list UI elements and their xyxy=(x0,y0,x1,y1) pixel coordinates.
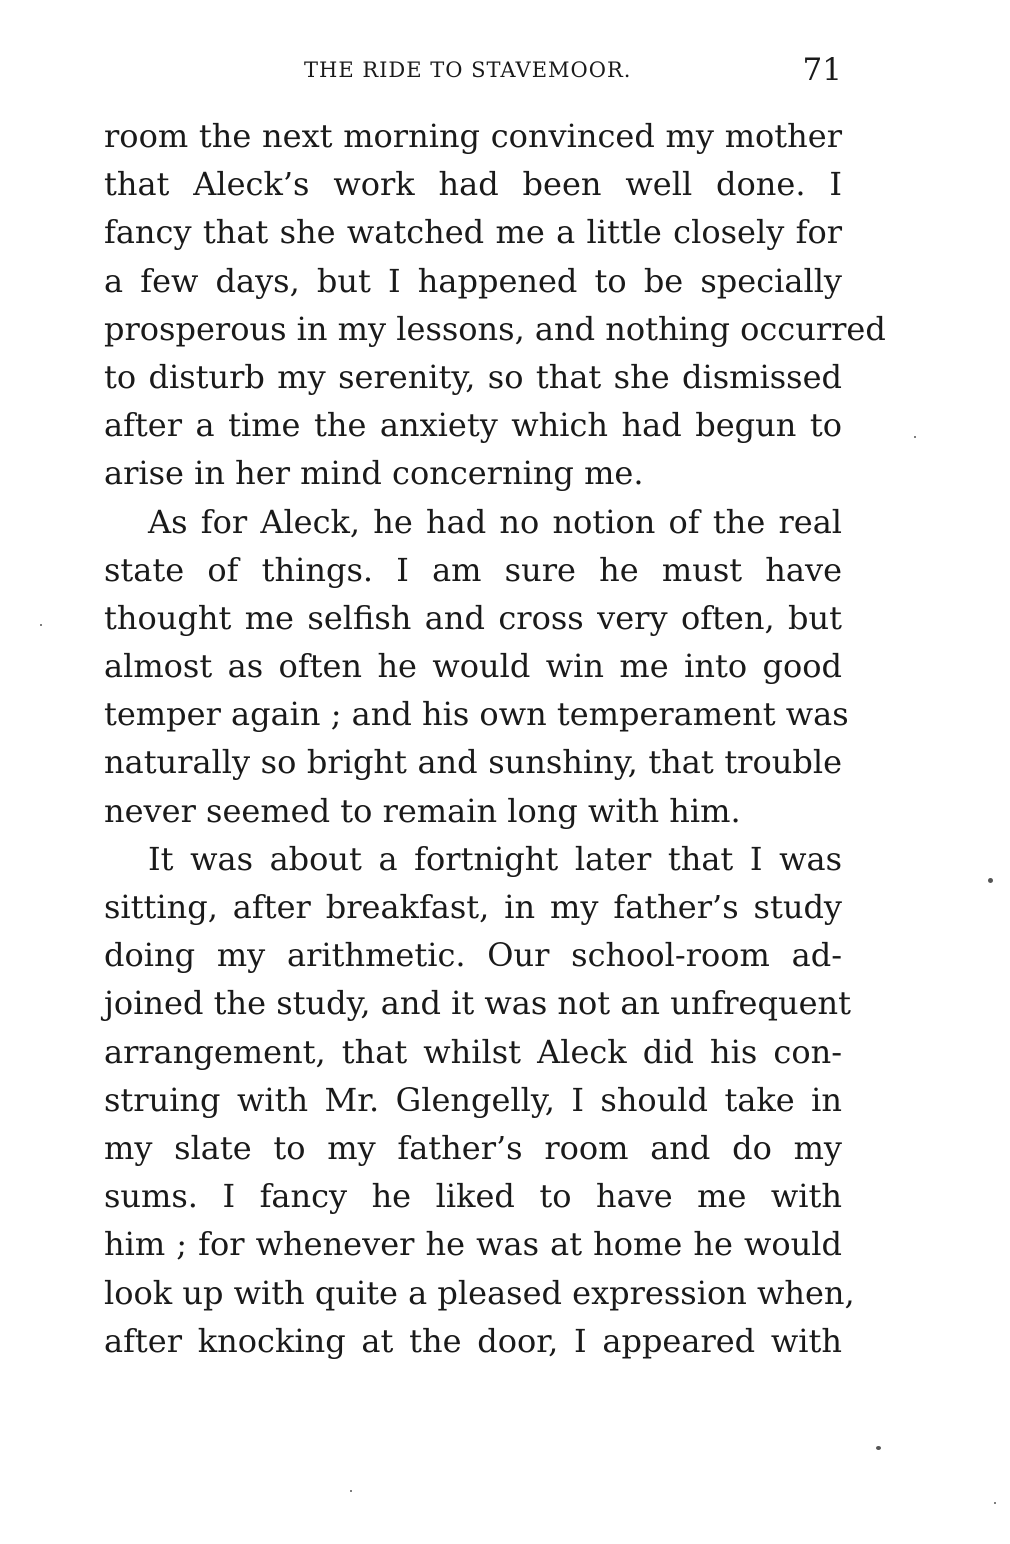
text-line: arrangement, that whilst Aleck did his con- xyxy=(104,1032,842,1071)
text-line: naturally so bright and sunshiny, that trouble xyxy=(104,743,842,782)
text-line: state of things. I am sure he must have xyxy=(104,550,842,589)
text-line: It was about a fortnight later that I was xyxy=(148,839,842,878)
text-line: prosperous in my lessons, and nothing occurred xyxy=(104,309,886,348)
text-line: to disturb my serenity, so that she dismissed xyxy=(104,357,842,396)
scan-speck xyxy=(994,1502,996,1504)
scan-speck xyxy=(914,436,916,438)
scan-speck xyxy=(350,1490,352,1492)
scan-speck xyxy=(876,1446,881,1450)
text-line: joined the study, and it was not an unfrequent xyxy=(104,984,851,1023)
text-line: sitting, after breakfast, in my father’s study xyxy=(104,888,842,926)
text-line: after knocking at the door, I appeared with xyxy=(104,1321,842,1360)
text-line: arise in her mind concerning me. xyxy=(104,454,644,493)
text-line: my slate to my father’s room and do my xyxy=(104,1128,842,1167)
text-line: fancy that she watched me a little closely for xyxy=(104,213,842,252)
text-line: temper again ; and his own temperament was xyxy=(104,695,849,734)
text-line: never seemed to remain long with him. xyxy=(104,791,741,830)
text-line: after a time the anxiety which had begun to xyxy=(104,406,842,445)
text-line: a few days, but I happened to be specially xyxy=(104,261,842,300)
text-line: room the next morning convinced my mother xyxy=(104,117,842,155)
text-line: thought me selfish and cross very often, but xyxy=(104,598,842,637)
text-line: sums. I fancy he liked to have me with xyxy=(104,1177,842,1216)
text-line: As for Aleck, he had no notion of the real xyxy=(148,502,842,541)
text-line: struing with Mr. Glengelly, I should take in xyxy=(104,1080,842,1119)
text-line: him ; for whenever he was at home he would xyxy=(104,1225,842,1264)
running-head: THE RIDE TO STAVEMOOR. xyxy=(304,58,632,82)
text-line: that Aleck’s work had been well done. I xyxy=(104,165,842,204)
text-line: look up with quite a pleased expression when, xyxy=(104,1273,855,1312)
page-header xyxy=(104,52,842,92)
text-line: almost as often he would win me into good xyxy=(104,647,842,686)
scan-speck xyxy=(988,878,993,883)
scan-speck xyxy=(40,624,42,626)
body-text xyxy=(104,112,886,1365)
text-line: doing my arithmetic. Our school-room ad- xyxy=(104,936,842,975)
page-number: 71 xyxy=(802,52,842,88)
